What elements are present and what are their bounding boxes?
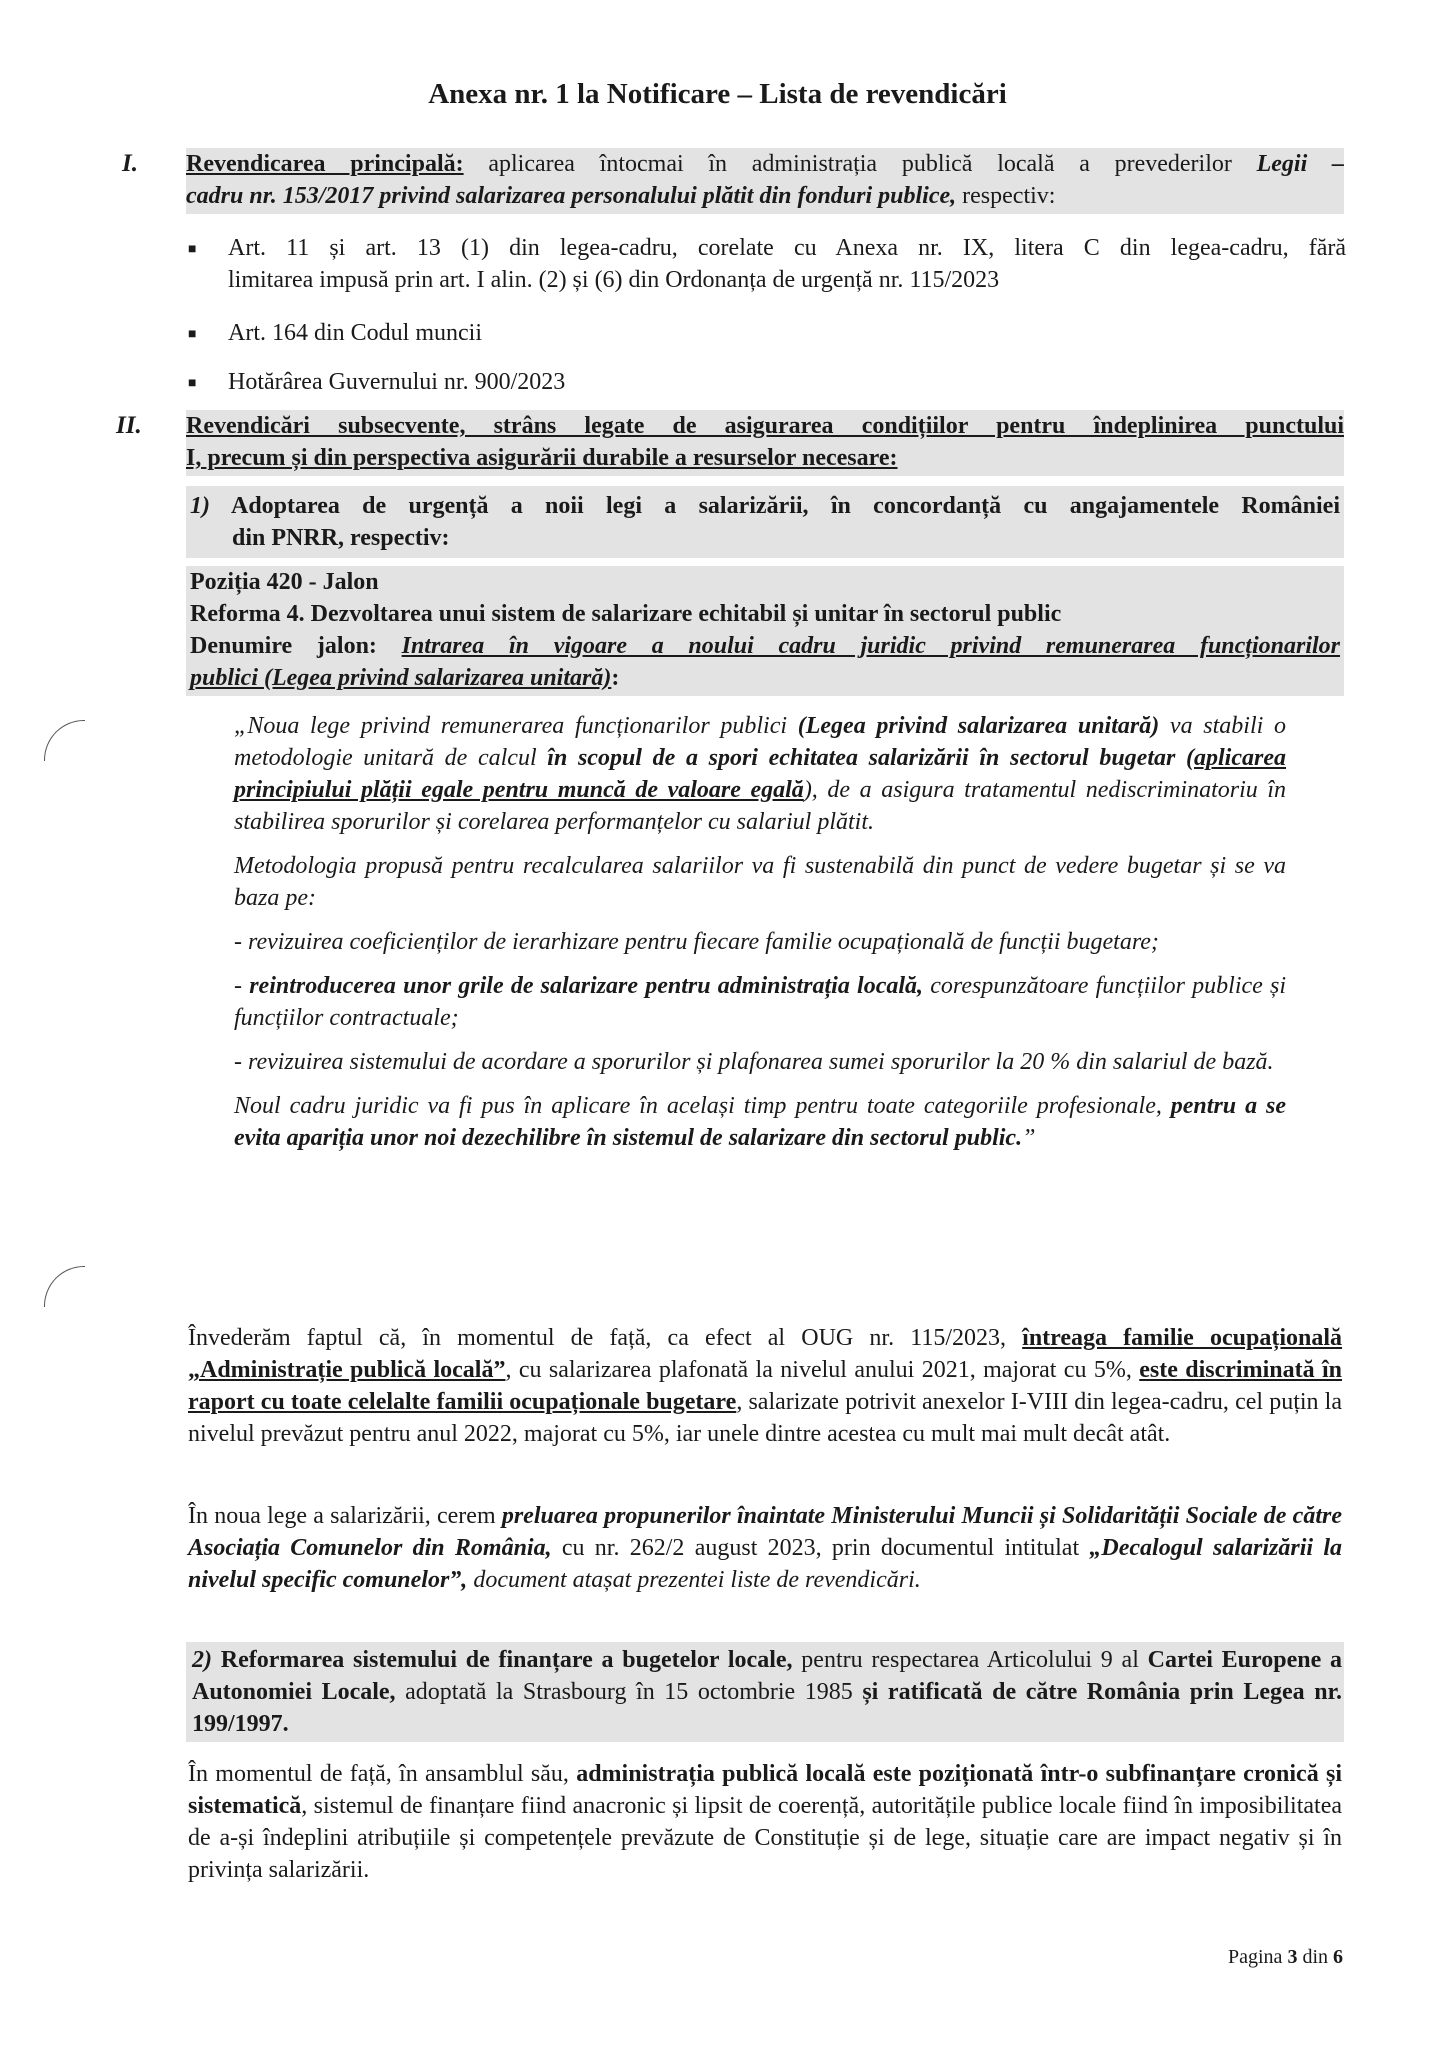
section-2-heading	[186, 410, 1344, 476]
bullet-icon: ■	[188, 376, 197, 391]
item-2-bold: Cartei Europene a Autonomiei Locale,	[192, 1647, 1343, 1705]
page-number-total: 6	[1333, 1946, 1343, 1968]
bullet-icon: ■	[188, 327, 197, 342]
paragraph-financing	[188, 1758, 1342, 1886]
item-2-text: adoptată la Strasbourg în 15 octombrie 1985	[395, 1679, 863, 1705]
bullet-icon: ■	[188, 242, 197, 257]
page-number-current: 3	[1287, 1946, 1298, 1968]
paragraph-text: În momentul de față, în ansamblul său,	[188, 1761, 577, 1787]
quote-text: corespunzătoare funcțiilor publice și funcțiilor contractuale;	[234, 973, 1287, 1031]
quote-text: Noul cadru juridic va fi pus în aplicare în același timp pentru toate categoriile profesionale,	[234, 1093, 1171, 1119]
paragraph-text: Învederăm faptul că, în momentul de față, ca efect al OUG nr. 115/2023,	[188, 1325, 1023, 1351]
quote-bold: în scopul de a spori echitatea salarizării în sectorul bugetar	[547, 745, 1176, 771]
section-1-lead: Revendicarea principală:	[186, 151, 464, 177]
item-1-heading-a: Adoptarea de urgență a noii legi a salarizării, în concordanță cu angajamentele României	[230, 493, 1340, 519]
section-1-law-b: cadru nr. 153/2017 privind salarizarea personalului plătit din fonduri publice,	[186, 183, 957, 209]
item-1-heading	[186, 486, 1344, 558]
milestone-name-b: publici (Legea privind salarizarea unitară)	[190, 665, 612, 691]
quote-bold: (Legea privind salarizarea unitară)	[797, 713, 1160, 739]
milestone-quote	[234, 710, 1286, 1154]
quote-text: va stabili o metodologie unitară de calcul	[234, 713, 1287, 771]
item-2-text: pentru respectarea Articolului 9 al	[792, 1647, 1148, 1673]
paragraph-discrimination	[188, 1322, 1342, 1450]
milestone-position: Poziția 420 - Jalon	[190, 569, 379, 595]
quote-paragraph-4	[234, 970, 1286, 1034]
section-2-lead-a: Revendicări subsecvente, strâns legate de asigurarea condițiilor pentru îndeplinirea punctului	[186, 413, 1344, 439]
item-1-heading-b: din PNRR, respectiv:	[232, 525, 450, 551]
item-2-bold: și ratificată de către România prin Legea nr. 199/1997.	[192, 1679, 1343, 1737]
paragraph-text: , cu salarizarea plafonată la nivelul anului 2021, majorat cu 5%,	[505, 1357, 1140, 1383]
bullet-item-3: Hotărârea Guvernului nr. 900/2023	[228, 369, 566, 395]
page-number-separator: din	[1297, 1946, 1333, 1968]
quote-bold: pentru a se evita apariția unor noi dezechilibre în sistemul de salarizare din sectorul public.	[234, 1093, 1286, 1151]
quote-bold: (	[1175, 745, 1195, 771]
milestone-reform: Reforma 4. Dezvoltarea unui sistem de salarizare echitabil și unitar în sectorul public	[190, 601, 1062, 627]
section-number-2: II.	[116, 412, 142, 439]
item-2-heading	[186, 1642, 1344, 1742]
quote-paragraph-5: - revizuirea sistemului de acordare a sporurilor și plafonarea sumei sporurilor la 20 % din salariul de bază.	[234, 1049, 1274, 1075]
quote-text: -	[234, 973, 250, 999]
milestone-name-end: :	[611, 665, 620, 691]
quote-paragraph-2: Metodologia propusă pentru recalcularea salariilor va fi sustenabilă din punct de vedere bugetar și se va baza pe:	[234, 853, 1286, 911]
quote-bold: reintroducerea unor grile de salarizare pentru administrația locală,	[249, 973, 924, 999]
paragraph-decalog	[188, 1500, 1342, 1596]
paragraph-text: cu nr. 262/2 august 2023, prin documentul intitulat	[551, 1535, 1090, 1561]
paragraph-italic: document atașat prezentei liste de revendicări.	[467, 1567, 921, 1593]
section-1-heading	[186, 148, 1344, 214]
paragraph-bold-underlined: este discriminată în raport cu toate celelalte familii ocupaționale bugetare	[188, 1357, 1343, 1415]
bullet-item-2: Art. 164 din Codul muncii	[228, 320, 482, 346]
paragraph-text: , sistemul de finanțare fiind anacronic și lipsit de coerență, autoritățile publice locale fiind în imposibilitatea de a-și îndeplini atribuțiile și competențele prevăzute de Constituție și de lege, situație care are impact negativ și în privința salarizării.	[188, 1793, 1342, 1883]
item-1-number: 1)	[190, 493, 210, 519]
bullet-item-1-line-2: limitarea impusă prin art. I alin. (2) și (6) din Ordonanța de urgență nr. 115/2023	[228, 267, 1000, 293]
quote-paragraph-1	[234, 710, 1286, 838]
milestone-name-a: Intrarea în vigoare a noului cadru juridic privind remunerarea funcționarilor	[401, 633, 1340, 659]
binder-hole-mark	[44, 720, 85, 761]
bullet-item-1-line-1: Art. 11 și art. 13 (1) din legea-cadru, corelate cu Anexa nr. IX, litera C din legea-cadru, fără	[228, 235, 1346, 261]
page-number	[1228, 1946, 1343, 1969]
paragraph-text: În noua lege a salarizării, cerem	[188, 1503, 502, 1529]
paragraph-bold-underlined: întreaga familie ocupațională „Administrație publică locală”	[188, 1325, 1343, 1383]
milestone-name-label: Denumire jalon:	[190, 633, 377, 659]
page-number-label: Pagina	[1228, 1946, 1288, 1968]
item-2-number: 2)	[192, 1647, 221, 1673]
paragraph-text: , salarizate potrivit anexelor I-VIII din legea-cadru, cel puțin la nivelul prevăzut pentru anul 2022, majorat cu 5%, iar unele dintre acestea cu mult mai mult decât atât.	[188, 1389, 1342, 1447]
quote-text: ), de a asigura tratamentul nediscriminatoriu în stabilirea sporurilor și corelarea performanțelor cu salariul plătit.	[234, 777, 1286, 835]
section-1-text: aplicarea întocmai în administrația publică locală a prevederilor	[463, 151, 1257, 177]
page-title: Anexa nr. 1 la Notificare – Lista de revendicări	[428, 78, 1007, 110]
quote-paragraph-3: - revizuirea coeficienților de ierarhizare pentru fiecare familie ocupațională de funcții bugetare;	[234, 929, 1159, 955]
section-number-1: I.	[122, 150, 138, 177]
binder-hole-mark	[44, 1266, 85, 1307]
section-1-text-2: respectiv:	[956, 183, 1056, 209]
quote-paragraph-6	[234, 1090, 1286, 1154]
paragraph-bold: administrația publică locală este poziționată într-o subfinanțare cronică și sistematică	[188, 1761, 1342, 1819]
bullet-item-1	[228, 232, 1346, 296]
paragraph-bold-italic: preluarea propunerilor înaintate Ministerului Muncii și Solidarității Sociale de către Asociația Comunelor din România,	[188, 1503, 1342, 1561]
quote-bold-underlined: aplicarea principiului plății egale pentru muncă de valoare egală	[234, 745, 1286, 803]
paragraph-bold-italic: „Decalogul salarizării la nivelul specific comunelor”,	[188, 1535, 1342, 1593]
item-2-bold: Reformarea sistemului de finanțare a bugetelor locale,	[220, 1647, 793, 1673]
quote-text: „Noua lege privind remunerarea funcționarilor publici	[234, 713, 798, 739]
section-1-law-a: Legii –	[1256, 151, 1344, 177]
quote-text: ”	[1022, 1125, 1036, 1151]
milestone-box	[186, 566, 1344, 696]
section-2-lead-b: I, precum și din perspectiva asigurării durabile a resurselor necesare:	[186, 445, 898, 471]
